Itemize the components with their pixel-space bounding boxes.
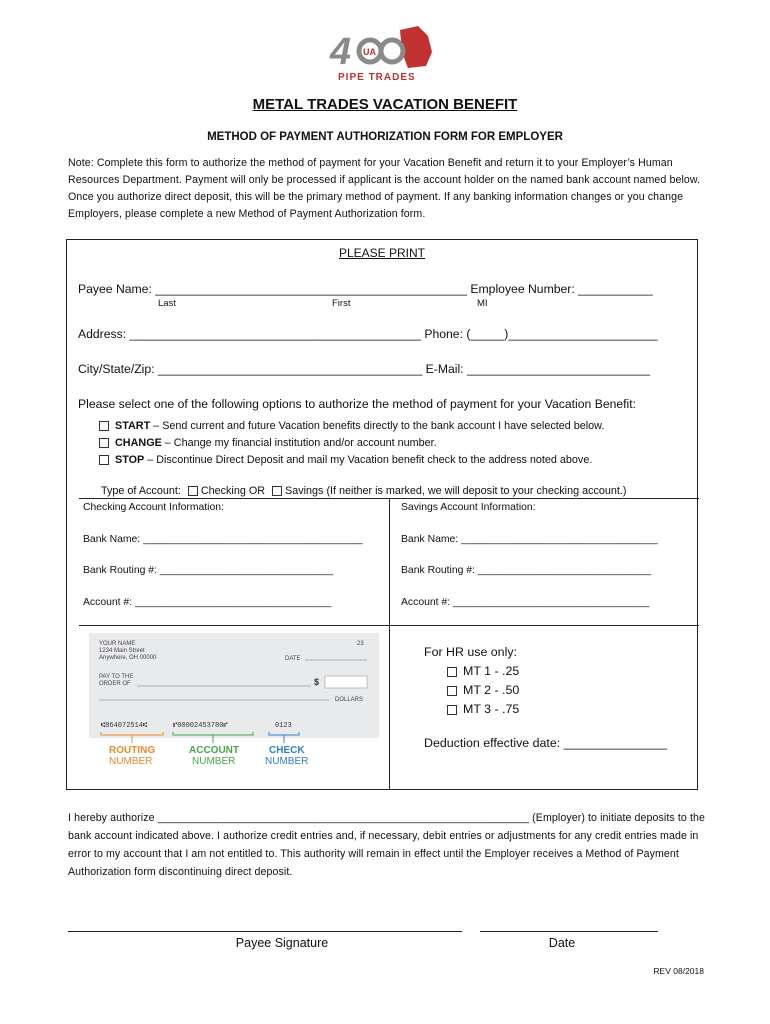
address-field[interactable]: Address: ___________________________________________ Phone: (_____)______________________	[78, 327, 658, 341]
signature-line[interactable]	[68, 931, 462, 932]
stop-checkbox[interactable]	[99, 455, 109, 465]
check-city: Anywhere, OH 00000	[99, 655, 157, 661]
checking-info-heading: Checking Account Information:	[83, 502, 224, 513]
hr-use-heading: For HR use only:	[424, 645, 517, 659]
name-last-label: Last	[158, 298, 176, 309]
city-email-field[interactable]: City/State/Zip: _______________________________________ E-Mail: ___________________________	[78, 362, 650, 376]
sample-check-image	[89, 633, 379, 773]
option-start[interactable]	[99, 420, 604, 432]
routing-label-1: ROUTING	[109, 745, 156, 756]
logo-emblem: UA	[363, 47, 376, 57]
savings-bank-name-field[interactable]: Bank Name: __________________________________	[401, 534, 658, 545]
authorization-text: I hereby authorize ______________________________________________________________ (Employer) to initiate deposits to the bank account indicated above. I authorize credit entries and, if necessary, debit entries or adjustments for any credit entries made in error to my account that I am not entitled to. This authority will remain in effect until the Employer receives a Method of Payment Authorization form discontinuing direct deposit.	[68, 812, 705, 878]
please-print-heading: PLEASE PRINT	[338, 246, 426, 260]
check-dollar-sign: $	[314, 677, 320, 687]
payee-signature-label: Payee Signature	[235, 936, 329, 950]
check-account-digits: ⑈00002453780⑈	[173, 722, 228, 730]
start-label: START	[115, 420, 151, 432]
name-first-label: First	[332, 298, 351, 309]
name-mi-label: MI	[477, 298, 488, 309]
savings-routing-field[interactable]: Bank Routing #: ______________________________	[401, 565, 652, 576]
check-street: 1234 Main Street	[99, 648, 145, 654]
check-amount-box	[325, 676, 367, 688]
account-label-1: ACCOUNT	[189, 745, 239, 756]
column-divider	[389, 499, 390, 789]
start-checkbox[interactable]	[99, 421, 109, 431]
instructions-note: Note: Complete this form to authorize the method of payment for your Vacation Benefit and return it to your Employer’s Human Resources Department. Payment will only be processed if applicant is the account holder on the named bank account named below. Once you authorize direct deposit, this will be the primary method of payment. If any banking information changes or you change Employers, please complete a new Method of Payment Authorization form.	[68, 157, 701, 220]
check-pay-to: PAY TO THE	[99, 674, 134, 680]
routing-label-2: NUMBER	[109, 756, 153, 767]
change-checkbox[interactable]	[99, 438, 109, 448]
row-divider	[79, 625, 699, 626]
savings-account-field[interactable]: Account #: __________________________________	[401, 597, 650, 608]
hr-option-mt2[interactable]	[447, 683, 519, 697]
checking-bank-name-field[interactable]: Bank Name: ______________________________________	[83, 534, 363, 545]
check-order-of: ORDER OF	[99, 681, 131, 687]
mt1-checkbox[interactable]	[447, 667, 457, 677]
stop-label: STOP	[115, 454, 145, 466]
account-type-row	[101, 485, 627, 497]
change-text: – Change my financial institution and/or account number.	[161, 437, 437, 449]
mt2-label: MT 2 - .50	[463, 683, 520, 697]
payee-form-box	[66, 239, 698, 790]
savings-label: Savings (If neither is marked, we will deposit to your checking account.)	[285, 485, 627, 497]
check-label-1: CHECK	[269, 745, 305, 756]
checking-checkbox[interactable]	[188, 486, 198, 496]
check-date-label: DATE	[285, 656, 301, 662]
start-text: – Send current and future Vacation benefits directly to the bank account I have selected below.	[150, 420, 605, 432]
option-change[interactable]	[99, 437, 437, 449]
payee-name-field[interactable]: Payee Name: ______________________________________________ Employee Number: ___________	[78, 282, 653, 296]
stop-text: – Discontinue Direct Deposit and mail my Vacation benefit check to the address noted above.	[144, 454, 593, 466]
mt3-checkbox[interactable]	[447, 705, 457, 715]
svg-text:4: 4	[330, 31, 352, 73]
pipe-trades-logo	[328, 22, 440, 86]
savings-info-heading: Savings Account Information:	[401, 502, 536, 513]
check-number-top: 23	[357, 641, 364, 647]
option-stop[interactable]	[99, 454, 592, 466]
date-label: Date	[548, 936, 576, 950]
checking-account-field[interactable]: Account #: __________________________________	[83, 597, 332, 608]
check-dollars-label: DOLLARS	[335, 697, 364, 703]
mt3-label: MT 3 - .75	[463, 702, 520, 716]
check-your-name: YOUR NAME	[99, 641, 136, 647]
hr-option-mt1[interactable]	[447, 664, 519, 678]
revision-label: REV 08/2018	[653, 966, 704, 976]
form-title: METAL TRADES VACATION BENEFIT	[252, 96, 518, 113]
deduction-date-field[interactable]: Deduction effective date: _______________	[424, 736, 667, 750]
mt2-checkbox[interactable]	[447, 686, 457, 696]
hr-option-mt3[interactable]	[447, 702, 519, 716]
check-label-2: NUMBER	[265, 756, 309, 767]
checking-label: Checking OR	[200, 485, 266, 497]
mt1-label: MT 1 - .25	[463, 664, 520, 678]
change-label: CHANGE	[115, 437, 162, 449]
logo-subtitle: PIPE TRADES	[338, 72, 416, 83]
savings-checkbox[interactable]	[272, 486, 282, 496]
form-subtitle: METHOD OF PAYMENT AUTHORIZATION FORM FOR EMPLOYER	[207, 131, 563, 143]
select-options-prompt: Please select one of the following options to authorize the method of payment for your Vacation Benefit:	[78, 397, 637, 411]
account-label-2: NUMBER	[192, 756, 236, 767]
check-check-digits: 0123	[275, 722, 292, 730]
type-of-account-label: Type of Account:	[101, 485, 181, 497]
checking-routing-field[interactable]: Bank Routing #: ______________________________	[83, 565, 334, 576]
check-routing-digits: ⑆064072514⑆	[101, 722, 148, 730]
date-line[interactable]	[480, 931, 658, 932]
